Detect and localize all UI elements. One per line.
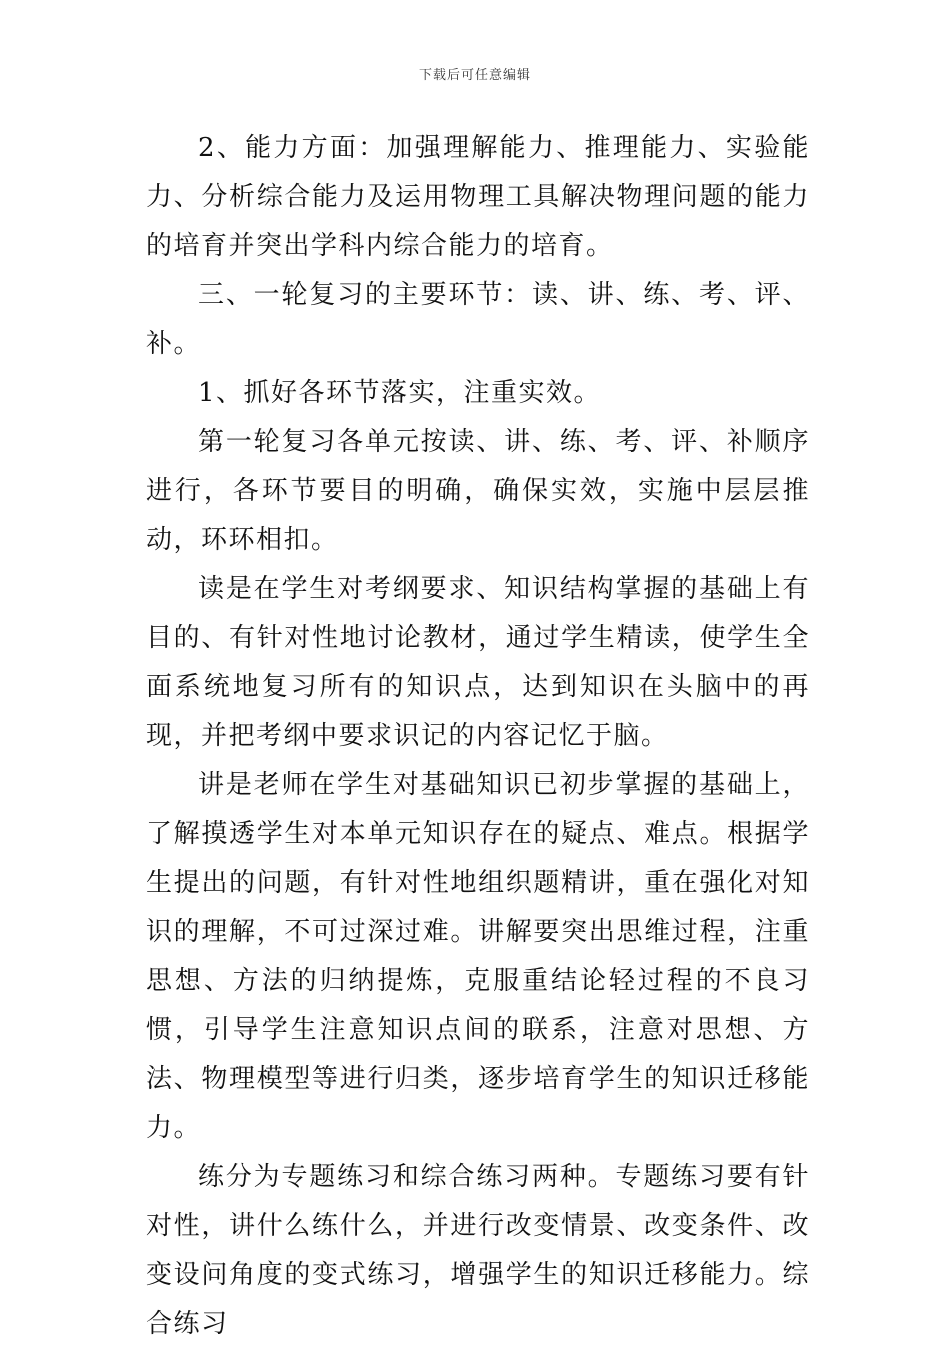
paragraph-reading: 读是在学生对考纲要求、知识结构掌握的基础上有目的、有针对性地讨论教材，通过学生精读，使学生全面系统地复习所有的知识点，达到知识在头脑中的再现，并把考纲中要求识记的内容记忆于脑。	[146, 574, 810, 751]
paragraph-ability: 2、能力方面：加强理解能力、推理能力、实验能力、分析综合能力及运用物理工具解决物理问题的能力的培育并突出学科内综合能力的培育。	[146, 133, 810, 261]
paragraph-review-order: 第一轮复习各单元按读、讲、练、考、评、补顺序进行，各环节要目的明确，确保实效，实施中层层推动，环环相扣。	[146, 427, 810, 555]
document-body	[146, 124, 810, 1349]
page-header: 下载后可任意编辑	[418, 68, 531, 83]
paragraph-practice: 练分为专题练习和综合练习两种。专题练习要有针对性，讲什么练什么，并进行改变情景、改变条件、改变设问角度的变式练习，增强学生的知识迁移能力。综合练习	[146, 1162, 810, 1339]
paragraph-lecturing: 讲是老师在学生对基础知识已初步掌握的基础上，了解摸透学生对本单元知识存在的疑点、难点。根据学生提出的问题，有针对性地组织题精讲，重在强化对知识的理解，不可过深过难。讲解要突出思维过程，注重思想、方法的归纳提炼，克服重结论轻过程的不良习惯，引导学生注意知识点间的联系，注意对思想、方法、物理模型等进行归类，逐步培育学生的知识迁移能力。	[146, 770, 810, 1143]
paragraph-section-three-heading: 三、一轮复习的主要环节：读、讲、练、考、评、补。	[146, 280, 810, 359]
paragraph-subheading-one: 1、抓好各环节落实，注重实效。	[198, 378, 602, 408]
